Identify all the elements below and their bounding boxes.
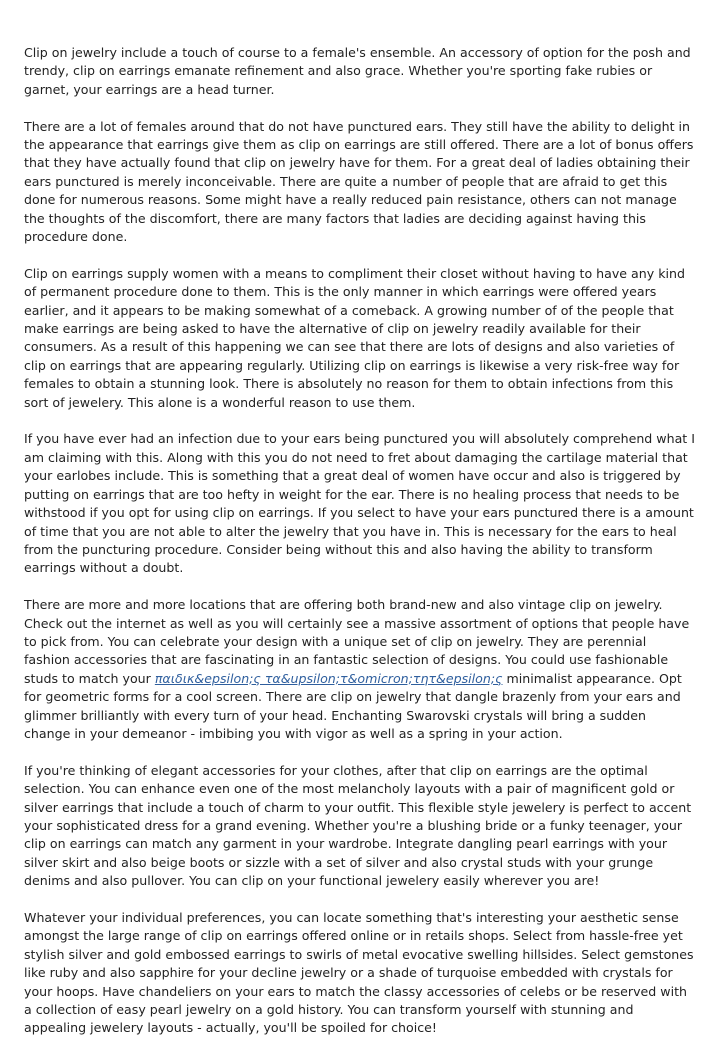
paragraph-locations-text-after: minimalist appearance. Opt for geometric forms for a cool screen. There are clip on jewelry that dangle brazenly from your ears and glimmer brilliantly with every turn of your head. Enchanting Swarovski crystals will bring a sudden change in your demeanor - imbibing you with vigor as well as a spring in your action. (24, 670, 682, 741)
inline-link[interactable]: παιδικ&epsilon;ς τα&upsilon;τ&omicron;τητ&epsilon;ς (154, 670, 503, 686)
paragraph-individual-preferences: Whatever your individual preferences, you can locate something that's interesting your aesthetic sense amongst the large range of clip on earrings offered online or in retails shops. Select from hassle-free yet stylish silver and gold embossed earrings to swirls of metal evocative swelling hillsides. Select gemstones like ruby and also sapphire for your decline jewelry or a shade of turquoise embedded with crystals for your hoops. Have chandeliers on your ears to match the classy accessories of celebs or be reserved with a collection of easy pearl jewelry on a gold history. You can transform yourself with stunning and appealing jewelery layouts - actually, you'll be spoiled for choice! (24, 910, 694, 1036)
paragraph-compliment-closet: Clip on earrings supply women with a means to compliment their closet without having to have any kind of permanent procedure done to them. This is the only manner in which earrings were offered years earlier, and it appears to be making somewhat of a comeback. A growing number of of the people that make earrings are being asked to have the alternative of clip on jewelry readily available for their consumers. As a result of this happening we can see that there are lots of designs and also varieties of clip on earrings that are appearing regularly. Utilizing clip on earrings is likewise a very risk-free way for females to obtain a stunning look. There is absolutely no reason for them to obtain infections from this sort of jewelery. This alone is a wonderful reason to use them. (24, 265, 685, 410)
paragraph-locations-text-before: There are more and more locations that are offering both brand-new and also vintage clip on jewelry. Check out the internet as well as you will certainly see a massive assortment of options that people have to pick from. You can celebrate your design with a unique set of clip on jewelry. They are perennial fashion accessories that are fascinating in an fantastic selection of designs. You could use fashionable studs to match your (24, 597, 690, 686)
paragraph-intro: Clip on jewelry include a touch of course to a female's ensemble. An accessory of option for the posh and trendy, clip on earrings emanate refinement and also grace. Whether you're sporting fake rubies or garnet, your earrings are a head turner. (24, 45, 691, 97)
paragraph-locations (24, 596, 696, 743)
paragraph-punctured-ears: There are a lot of females around that do not have punctured ears. They still have the ability to delight in the appearance that earrings give them as clip on earrings are still offered. There are a lot of bonus offers that they have actually found that clip on jewelry have for them. For a great deal of ladies obtaining their ears punctured is merely inconceivable. There are quite a number of people that are afraid to get this done for numerous reasons. Some might have a really reduced pain resistance, others can not manage the thoughts of the discomfort, there are many factors that ladies are deciding against having this procedure done. (24, 118, 694, 245)
paragraph-infection: If you have ever had an infection due to your ears being punctured you will absolutely comprehend what I am claiming with this. Along with this you do not need to fret about damaging the cartilage material that your earlobes include. This is something that a great deal of women have occur and also is triggered by putting on earrings that are too hefty in weight for the ear. There is no healing process that needs to be withstood if you opt for using clip on earrings. If you select to have your ears punctured there is a amount of time that you are not able to alter the jewelry that you have in. This is necessary for the ears to heal from the puncturing procedure. Consider being without this and also having the ability to transform earrings without a doubt. (24, 431, 695, 576)
paragraph-elegant-accessories: If you're thinking of elegant accessories for your clothes, after that clip on earrings are the optimal selection. You can enhance even one of the most melancholy layouts with a pair of magnificent gold or silver earrings that include a touch of charm to your outfit. This flexible style jewelery is perfect to accent your sophisticated dress for a grand evening. Whether you're a blushing bride or a funky teenager, your clip on earrings can match any garment in your wardrobe. Integrate dangling pearl earrings with your silver skirt and also beige boots or sizzle with a set of silver and also crystal studs with your grunge denims and also pullover. You can clip on your functional jewelery easily wherever you are! (24, 762, 692, 889)
